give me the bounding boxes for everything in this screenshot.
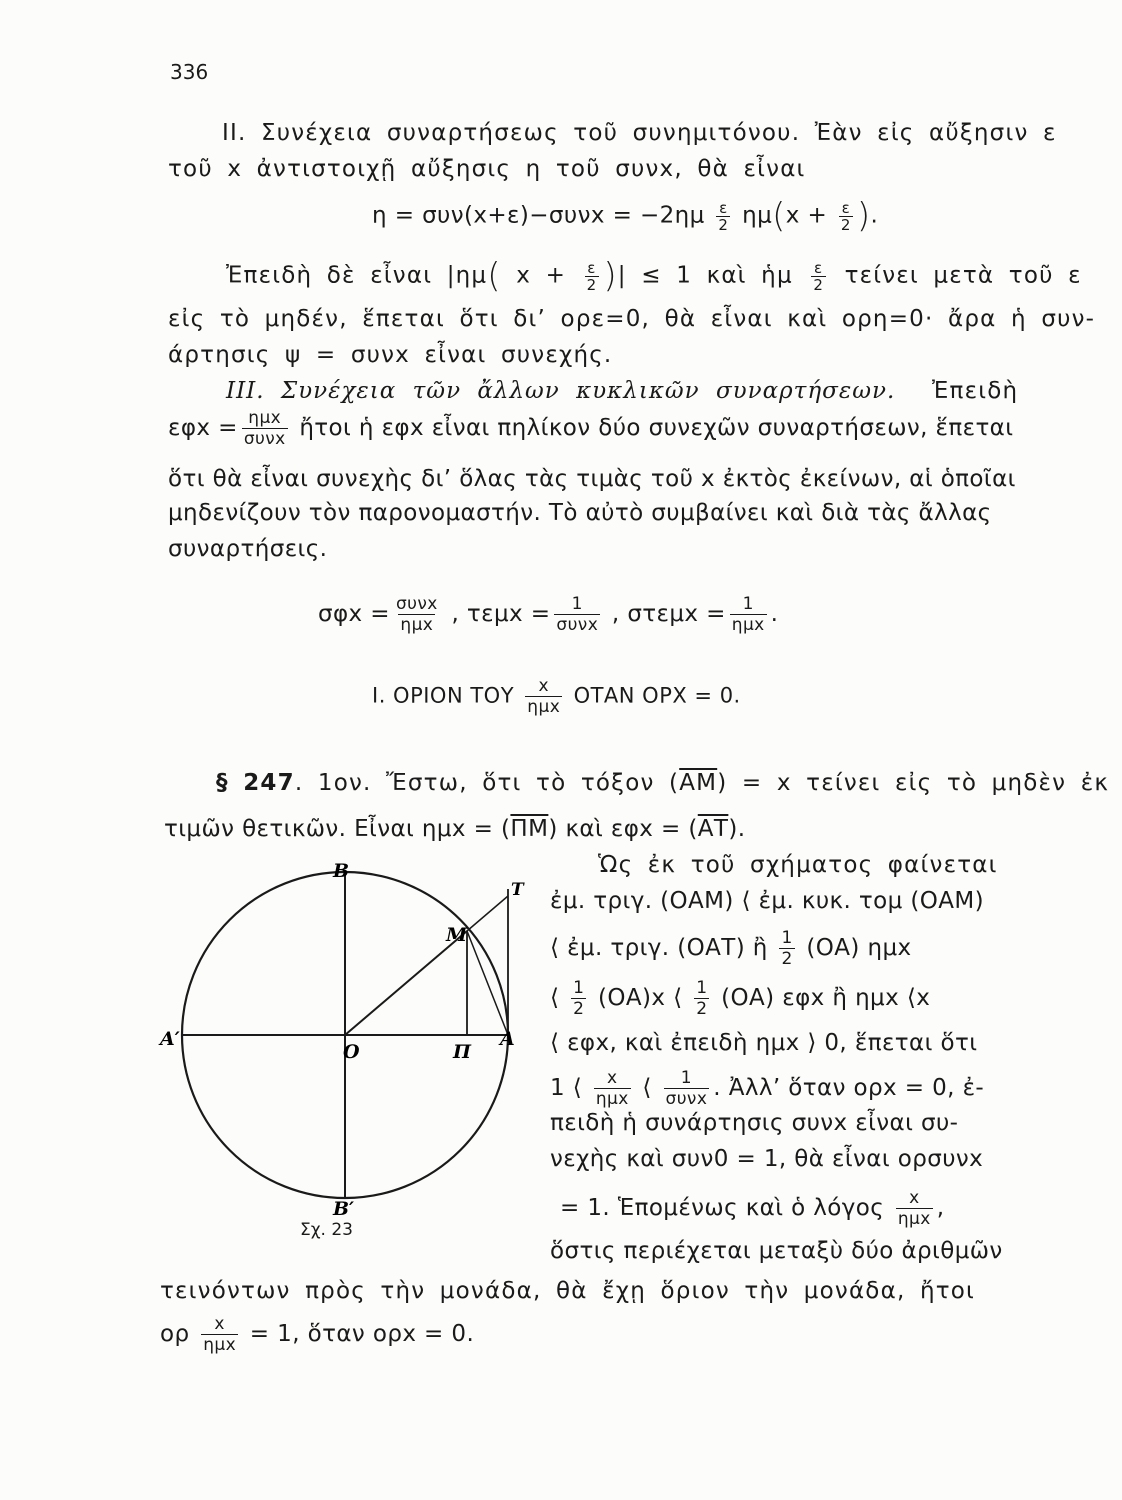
page-number: 336 <box>170 60 209 84</box>
chord-ma <box>467 931 508 1035</box>
right-line10: ὅστις περιέχεται μεταξὺ δύο ἀριθμῶν <box>550 1238 1003 1264</box>
radius-extension-ot <box>467 896 508 931</box>
right-line3: ⟨ ἐμ. τριγ. (ΟΑΤ) ἢ $\frac{1}{2}$ (ΟΑ) ημx <box>550 928 912 969</box>
right-line1: Ὡς ἐκ τοῦ σχήματος φαίνεται <box>598 852 998 878</box>
sec-iii-line3: ὅτι θὰ εἶναι συνεχὴς δι’ ὅλας τὰς τιμὰς τοῦ x ἐκτὸς ἐκείνων, αἱ ὁποῖαι <box>168 466 1016 492</box>
right-line6: 1 ⟨ $\frac{x}{\text{ημx}}$ ⟨ $\frac{1}{\text{συνx}}$ . Ἀλλ’ ὅταν ορx = 0, ἐ- <box>550 1068 985 1109</box>
right-line4: ⟨ $\frac{1}{2}$ (ΟΑ)x ⟨ $\frac{1}{2}$ (ΟΑ) εφx ἢ ημx ⟨x <box>550 978 931 1019</box>
par247-line1: § 247. 1ον. Ἔστω, ὅτι τὸ τόξον $(\overline{AM}) = x$ τείνει εἰς τὸ μηδὲν ἐκ <box>216 770 1110 796</box>
sec-iii-heading: III. Συνέχεια τῶν ἄλλων κυκλικῶν συναρτήσεων. <box>226 378 896 404</box>
sec-iii-heading-tail: Ἐπειδὴ <box>932 378 1019 404</box>
right-line9: = 1. Ἑπομένως καὶ ὁ λόγος $\frac{x}{\text{ημx}}$ , <box>560 1188 945 1229</box>
label-b: B <box>333 860 350 882</box>
bottom-line2: ορ $\frac{x}{\text{ημx}}$ = 1, ὅταν ορx = 0. <box>160 1314 475 1355</box>
sec-iii-efx-line: εφx = $\frac{\text{ημx}}{\text{συνx}}$ ἤτοι ἡ εφx εἶναι πηλίκον δύο συνεχῶν συναρτήσεων, ἕπεται <box>168 408 1014 449</box>
unit-circle-figure <box>150 855 550 1255</box>
sec-iii-line4: μηδενίζουν τὸν παρονομαστήν. Τὸ αὐτὸ συμβαίνει καὶ διὰ τὰς ἄλλας <box>168 500 992 526</box>
figure-caption: Σχ. 23 <box>300 1220 354 1240</box>
right-line2: ἐμ. τριγ. (ΟΑΜ) ⟨ ἐμ. κυκ. τομ (ΟΑΜ) <box>550 888 984 914</box>
sec-iii-line5: συναρτήσεις. <box>168 536 328 562</box>
sec-ii-line6: άρτησις ψ = συνx εἶναι συνεχής. <box>168 342 613 368</box>
bottom-line1: τεινόντων πρὸς τὴν μονάδα, θὰ ἔχῃ ὅριον τὴν μονάδα, ἤτοι <box>160 1278 976 1304</box>
sec-ii-equation: η = συν(x+ε)−συνx = −2ημ $\frac{\varepsilon}{2}$ ημ(x + $\frac{\varepsilon}{2}$ ). <box>372 196 879 236</box>
right-line5: ⟨ εφx, καὶ ἐπειδὴ ημx ⟩ 0, ἕπεται ὅτι <box>550 1030 978 1056</box>
label-a-prime: A′ <box>160 1028 180 1050</box>
sec-ii-line2: τοῦ x ἀντιστοιχῇ αὔξησις η τοῦ συνx, θὰ εἶναι <box>168 156 806 182</box>
label-pi: Π <box>453 1041 471 1063</box>
right-line7: πειδὴ ἡ συνάρτησις συνx εἶναι συ- <box>550 1110 959 1136</box>
label-a: A <box>500 1028 515 1050</box>
sec-ii-line4: Ἐπειδὴ δὲ εἶναι |ημ( x + $\frac{\varepsilon}{2}$ )| ≤ 1 καὶ ἡμ $\frac{\varepsilon}{2}$ τείνει μετὰ τοῦ ε <box>226 256 1082 296</box>
label-t: T <box>511 880 524 900</box>
par247-line2: τιμῶν θετικῶν. Εἶναι $\eta\mu x = (\overline{\Pi M})$ καὶ $\varepsilon\varphi x = (\overline{AT})$. <box>164 816 746 842</box>
label-o: O <box>343 1041 360 1063</box>
sec-ii-line1: II. Συνέχεια συναρτήσεως τοῦ συνημιτόνου. Ἐὰν εἰς αὔξησιν ε <box>222 120 1057 146</box>
sec-ii-line5: εἰς τὸ μηδέν, ἕπεται ὅτι δι’ ορε=0, θὰ εἶναι καὶ ορη=0· ἄρα ἡ συν- <box>168 306 1096 332</box>
label-b-prime: B′ <box>333 1198 355 1220</box>
right-line8: νεχὴς καὶ συν0 = 1, θὰ εἶναι ορσυνx <box>550 1146 984 1172</box>
sec-iii-formulas: σφx = $\frac{\text{συνx}}{\text{ημx}}$ , τεμx = $\frac{1}{\text{συνx}}$ , στεμx = $\frac{1}{\text{ημx}}$ . <box>318 594 779 635</box>
radius-om <box>345 931 467 1035</box>
label-m: M <box>446 924 468 946</box>
orion-heading: I. ΟΡΙΟΝ ΤΟΥ $\frac{x}{\text{ημx}}$ ΟΤΑΝ ΟΡΧ = 0. <box>372 676 741 717</box>
